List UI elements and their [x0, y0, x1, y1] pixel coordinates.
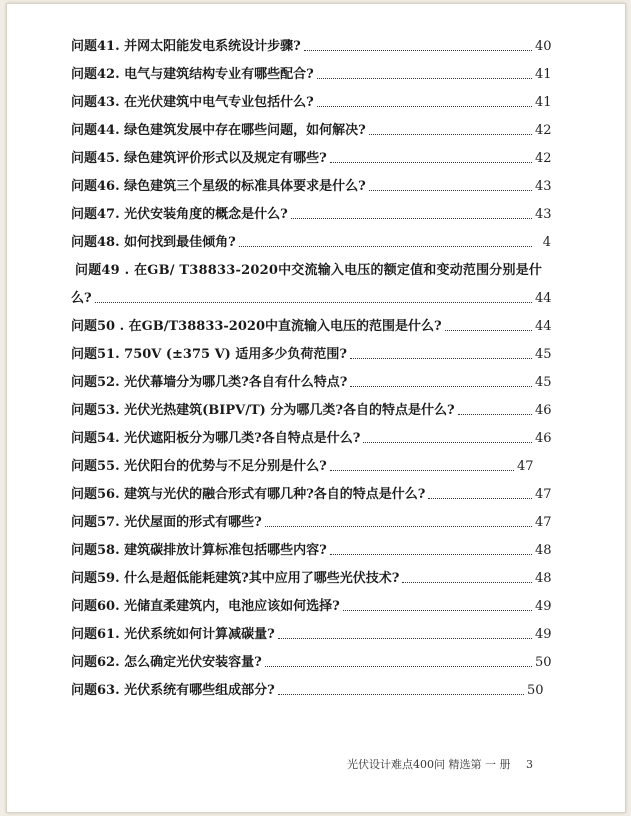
- toc-entry-label: 问题53. 光伏光热建筑(BIPV/T) 分为哪几类?各自的特点是什么?: [71, 403, 455, 418]
- toc-entry-page: 49: [535, 627, 552, 642]
- dot-leader: [330, 149, 532, 163]
- toc-entry-label: 问题52. 光伏幕墙分为哪几类?各自有什么特点?: [71, 375, 348, 390]
- toc-entry-label: 问题48. 如何找到最佳倾角?: [71, 235, 236, 250]
- toc-entry[interactable]: [71, 93, 551, 113]
- toc-entry-label: 问题47. 光伏安装角度的概念是什么?: [71, 207, 288, 222]
- toc-entry-page: 4: [542, 235, 551, 250]
- page-footer: [347, 756, 533, 772]
- toc-entry-page: 45: [535, 375, 552, 390]
- toc-entry[interactable]: [71, 65, 551, 85]
- toc-entry[interactable]: [71, 233, 551, 253]
- toc-entry-label: 问题42. 电气与建筑结构专业有哪些配合?: [71, 67, 314, 82]
- dot-leader: [350, 345, 532, 359]
- toc-entry-page: 40: [535, 39, 552, 54]
- toc-entry-label: 问题58. 建筑碳排放计算标准包括哪些内容?: [71, 543, 327, 558]
- toc-entry-label: 问题61. 光伏系统如何计算减碳量?: [71, 627, 275, 642]
- toc-entry-page: 50: [527, 683, 544, 698]
- toc-entry-page: 41: [535, 95, 552, 110]
- dot-leader: [369, 121, 532, 135]
- toc-entry[interactable]: [71, 373, 551, 393]
- dot-leader: [265, 513, 532, 527]
- toc-entry[interactable]: [71, 429, 551, 449]
- toc-entry-page: 46: [535, 431, 552, 446]
- dot-leader: [402, 569, 532, 583]
- dot-leader: [330, 457, 514, 471]
- dot-leader: [428, 485, 532, 499]
- toc-entry-page: 43: [535, 207, 552, 222]
- dot-leader: [343, 597, 532, 611]
- toc-entry[interactable]: [71, 205, 551, 225]
- toc-entry-page: 47: [517, 459, 534, 474]
- dot-leader: [363, 429, 532, 443]
- toc-entry[interactable]: [71, 485, 551, 505]
- toc-entry-page: 44: [535, 319, 552, 334]
- toc-entry-page: 50: [535, 655, 552, 670]
- dot-leader: [317, 93, 532, 107]
- toc-entry-label: 问题51. 750V (±375 V) 适用多少负荷范围?: [71, 347, 347, 362]
- dot-leader: [95, 289, 532, 303]
- dot-leader: [278, 625, 532, 639]
- toc-entry[interactable]: [71, 541, 551, 561]
- toc-entry-page: 49: [535, 599, 552, 614]
- toc-entry-page: 42: [535, 151, 552, 166]
- toc-entry-label: 问题57. 光伏屋面的形式有哪些?: [71, 515, 262, 530]
- toc-entry-label: 问题50 . 在GB/T38833-2020中直流输入电压的范围是什么?: [71, 319, 442, 334]
- toc-entry-label: 问题43. 在光伏建筑中电气专业包括什么?: [71, 95, 314, 110]
- toc-entry-continued[interactable]: [71, 289, 551, 309]
- toc-entry-label: 问题44. 绿色建筑发展中存在哪些问题，如何解决?: [71, 123, 366, 138]
- dot-leader: [265, 653, 532, 667]
- toc-entry[interactable]: [71, 653, 551, 673]
- footer-title: 光伏设计难点400问 精选第 一 册: [347, 758, 511, 771]
- toc-entry[interactable]: [71, 37, 551, 57]
- toc-entry[interactable]: [75, 261, 553, 281]
- toc-entry[interactable]: [71, 149, 551, 169]
- toc-entry-label: 问题56. 建筑与光伏的融合形式有哪几种?各自的特点是什么?: [71, 487, 426, 502]
- toc-entry[interactable]: [71, 569, 551, 589]
- dot-leader: [317, 65, 532, 79]
- dot-leader: [239, 233, 532, 247]
- toc-entry-page: 48: [535, 571, 552, 586]
- toc-entry-label: 问题63. 光伏系统有哪些组成部分?: [71, 683, 275, 698]
- dot-leader: [458, 401, 532, 415]
- toc-entry-label: 问题62. 怎么确定光伏安装容量?: [71, 655, 262, 670]
- document-page: [6, 3, 626, 813]
- toc-entry-label: 问题60. 光储直柔建筑内，电池应该如何选择?: [71, 599, 340, 614]
- toc-entry[interactable]: [71, 457, 533, 477]
- dot-leader: [330, 541, 532, 555]
- toc-entry-label: 问题45. 绿色建筑评价形式以及规定有哪些?: [71, 151, 327, 166]
- toc-entry-page: 42: [535, 123, 552, 138]
- toc-entry-label-continued: 么?: [71, 291, 92, 306]
- toc-entry-page: 45: [535, 347, 552, 362]
- dot-leader: [369, 177, 532, 191]
- dot-leader: [350, 373, 532, 387]
- toc-entry[interactable]: [71, 121, 551, 141]
- toc-entry[interactable]: [71, 345, 551, 365]
- toc-entry-page: 47: [535, 487, 552, 502]
- dot-leader: [278, 681, 524, 695]
- dot-leader: [291, 205, 532, 219]
- toc-entry[interactable]: [71, 513, 551, 533]
- toc-entry-page: 46: [535, 403, 552, 418]
- toc-entry-label: 问题55. 光伏阳台的优势与不足分别是什么?: [71, 459, 327, 474]
- toc-entry[interactable]: [71, 317, 551, 337]
- toc-entry-label: 问题59. 什么是超低能耗建筑?其中应用了哪些光伏技术?: [71, 571, 400, 586]
- toc-entry[interactable]: [71, 401, 551, 421]
- toc-entry[interactable]: [71, 597, 551, 617]
- toc-entry[interactable]: [71, 177, 551, 197]
- toc-entry-label: 问题46. 绿色建筑三个星级的标准具体要求是什么?: [71, 179, 366, 194]
- toc-entry[interactable]: [71, 625, 551, 645]
- toc-entry-label: 问题41. 并网太阳能发电系统设计步骤?: [71, 39, 301, 54]
- toc-entry-page: 48: [535, 543, 552, 558]
- toc-entry-label: 问题54. 光伏遮阳板分为哪几类?各自特点是什么?: [71, 431, 361, 446]
- toc-entry-page: 47: [535, 515, 552, 530]
- toc-entry-page: 43: [535, 179, 552, 194]
- footer-page-number: 3: [526, 758, 533, 771]
- dot-leader: [445, 317, 532, 331]
- toc-entry[interactable]: [71, 681, 543, 701]
- toc-entry-label: 问题49 . 在GB/ T38833-2020中交流输入电压的额定值和变动范围分别是什: [75, 263, 543, 278]
- toc-entry-page: 44: [535, 291, 552, 306]
- toc-entry-page: 41: [535, 67, 552, 82]
- dot-leader: [304, 37, 532, 51]
